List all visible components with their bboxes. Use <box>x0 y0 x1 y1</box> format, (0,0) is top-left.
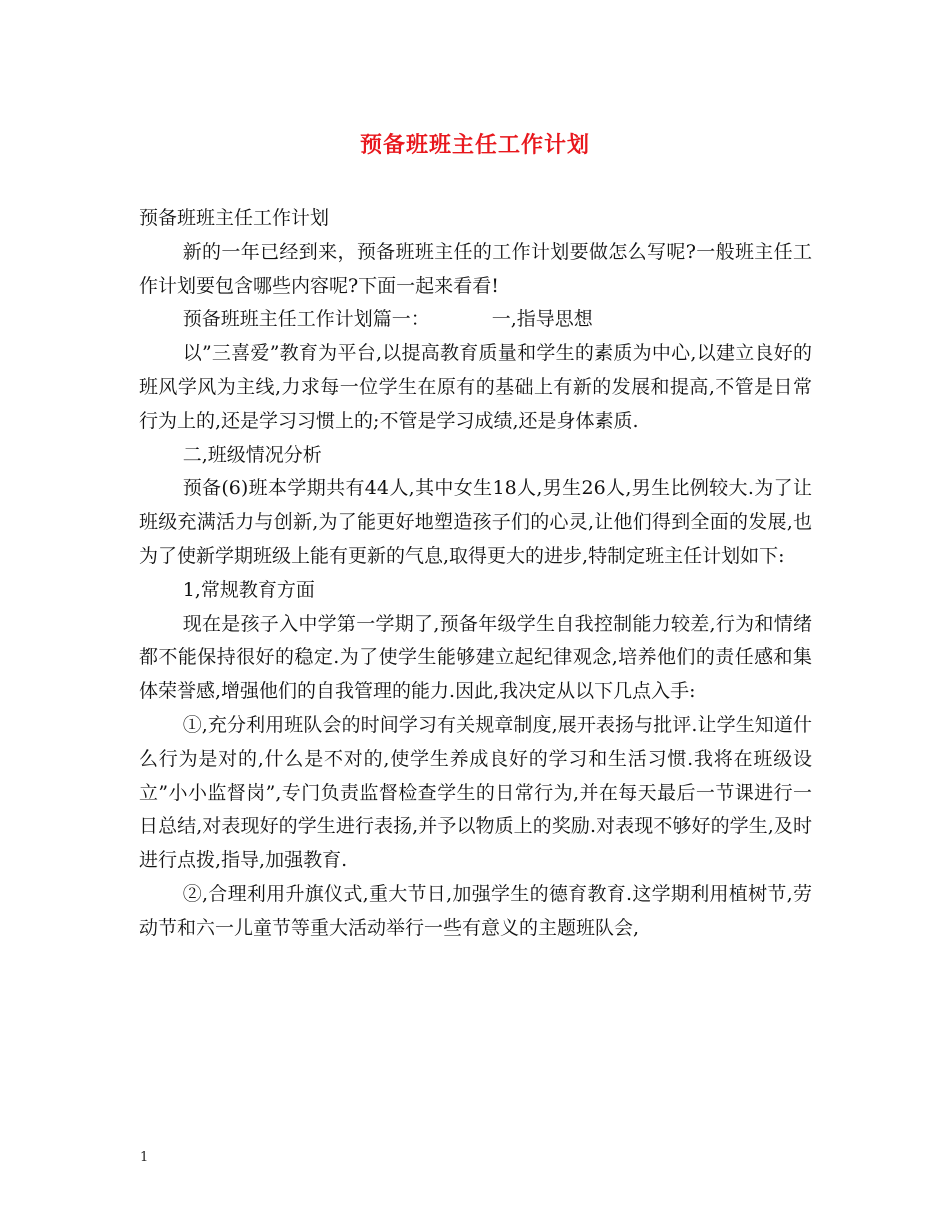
sub1-heading: 1,常规教育方面 <box>182 578 315 601</box>
point2-paragraph: ②,合理利用升旗仪式,重大节日,加强学生的德育教育.这学期利用植树节,劳动节和六一儿童节等重大活动举行一些有意义的主题班队会, <box>139 882 812 939</box>
page-title: 预备班班主任工作计划 <box>359 132 590 158</box>
point1-paragraph: ①,充分利用班队会的时间学习有关规章制度,展开表扬与批评.让学生知道什么行为是对的,什么是不对的,使学生养成良好的学习和生活习惯.我将在班级设立”小小监督岗”,专门负责监督检查学生的日常行为,并在每天最后一节课进行一日总结,对表现好的学生进行表扬,并予以物质上的奖励.对表现不够好的学生,及时进行点拨,指导,加强教育. <box>139 713 812 872</box>
subtitle: 预备班班主任工作计划 <box>139 207 330 229</box>
intro-paragraph: 新的一年已经到来，预备班班主任的工作计划要做怎么写呢?一般班主任工作计划要包含哪些内容呢?下面一起来看看! <box>139 240 812 297</box>
article-heading: 预备班班主任工作计划篇一： <box>182 308 430 331</box>
section2-paragraph: 预备(6)班本学期共有44人,其中女生18人,男生26人,男生比例较大.为了让班级充满活力与创新,为了能更好地塑造孩子们的心灵,让他们得到全面的发展,也为了使新学期班级上能有更新的气息,取得更大的进步,特制定班主任计划如下: <box>139 477 812 567</box>
section2-heading: 二,班级情况分析 <box>182 443 322 466</box>
article-heading-line <box>139 303 812 337</box>
document-body <box>139 202 812 946</box>
sub1-paragraph: 现在是孩子入中学第一学期了,预备年级学生自我控制能力较差,行为和情绪都不能保持很好的稳定.为了使学生能够建立起纪律观念,培养他们的责任感和集体荣誉感,增强他们的自我管理的能力.因此,我决定从以下几点入手: <box>139 612 812 703</box>
page-number: 1 <box>140 1150 149 1165</box>
section1-paragraph: 以”三喜爱”教育为平台,以提高教育质量和学生的素质为中心,以建立良好的班风学风为主线,力求每一位学生在原有的基础上有新的发展和提高,不管是日常行为上的,还是学习习惯上的;不管是学习成绩,还是身体素质. <box>139 342 812 432</box>
section1-heading: 一,指导思想 <box>491 308 593 331</box>
